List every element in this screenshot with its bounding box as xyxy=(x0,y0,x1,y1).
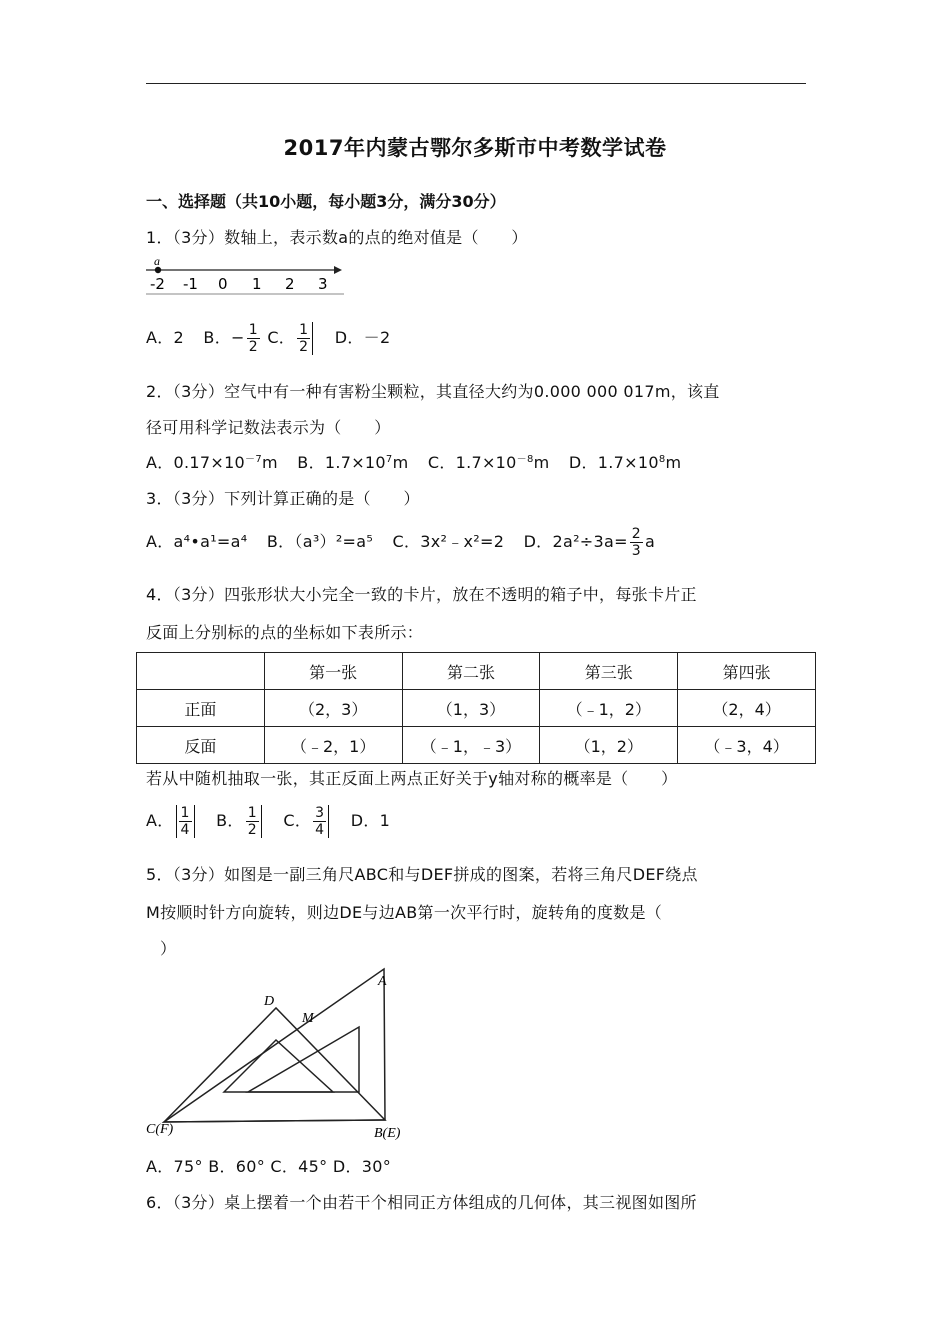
table-cell: （1，2） xyxy=(540,727,678,764)
q1-option-d[interactable]: D．－2 xyxy=(334,328,391,347)
number-line-figure xyxy=(144,256,350,298)
q3-option-b[interactable]: B．（a³）²=a⁵ xyxy=(266,532,374,551)
card-coordinates-table xyxy=(136,652,816,764)
q2-stem-line1: 2．（3分）空气中有一种有害粉尘颗粒，其直径大约为0.000 000 017m，该直 xyxy=(146,382,720,401)
q3-option-a[interactable]: A．a⁴•a¹=a⁴ xyxy=(146,532,248,551)
table-row xyxy=(137,727,816,764)
q2-option-a[interactable]: A．$0.17\times 10^{-7}m$ xyxy=(146,453,278,472)
tick-label: -1 xyxy=(183,275,198,293)
q4-option-d[interactable]: D．1 xyxy=(350,811,391,830)
table-header-cell xyxy=(137,653,265,690)
q1-option-c[interactable]: C． $\frac{1}{2}$ xyxy=(267,328,315,347)
q4-options xyxy=(146,805,390,838)
triangle-rulers-figure xyxy=(140,965,430,1145)
tick-label: 1 xyxy=(252,275,262,293)
top-rule xyxy=(146,83,806,84)
q4-stem-line1: 4．（3分）四张形状大小完全一致的卡片，放在不透明的箱子中，每张卡片正 xyxy=(146,585,697,604)
q2-option-c[interactable]: C．$1.7\times 10^{-8}m$ xyxy=(427,453,550,472)
table-header-cell: 第四张 xyxy=(678,653,816,690)
tick-label: -2 xyxy=(150,275,165,293)
q2-stem-line2: 径可用科学记数法表示为（ ） xyxy=(146,418,391,437)
table-cell: （﹣3，4） xyxy=(678,727,816,764)
table-cell: （﹣1，﹣3） xyxy=(402,727,540,764)
q1-options xyxy=(146,322,390,355)
q1-stem: 1．（3分）数轴上，表示数a的点的绝对值是（ ） xyxy=(146,228,528,247)
table-cell: 反面 xyxy=(137,727,265,764)
q4-option-a[interactable]: A． $\frac{1}{4}$ xyxy=(146,811,197,830)
label-b-e: B(E) xyxy=(374,1126,401,1141)
table-header-cell: 第一张 xyxy=(264,653,402,690)
page-title: 2017年内蒙古鄂尔多斯市中考数学试卷 xyxy=(283,136,667,160)
table-header-cell: 第三张 xyxy=(540,653,678,690)
table-cell: （﹣1，2） xyxy=(540,690,678,727)
q4-stem-line2: 反面上分别标的点的坐标如下表所示： xyxy=(146,623,424,642)
q4-option-c[interactable]: C． $\frac{3}{4}$ xyxy=(283,811,331,830)
q3-stem: 3．（3分）下列计算正确的是（ ） xyxy=(146,489,420,508)
table-cell: （1，3） xyxy=(402,690,540,727)
table-cell: （﹣2，1） xyxy=(264,727,402,764)
table-header-row xyxy=(137,653,816,690)
table-cell: 正面 xyxy=(137,690,265,727)
tick-label: 2 xyxy=(285,275,295,293)
q2-option-d[interactable]: D．$1.7\times 10^8m$ xyxy=(568,453,682,472)
q1-option-a[interactable]: A．2 xyxy=(146,328,185,347)
triangle-def xyxy=(164,1008,385,1122)
q6-stem: 6．（3分）桌上摆着一个由若干个相同正方体组成的几何体，其三视图如图所 xyxy=(146,1193,697,1212)
q3-options xyxy=(146,526,655,559)
q4-option-b[interactable]: B． $\frac{1}{2}$ xyxy=(216,811,264,830)
q3-option-d[interactable]: D．2a²÷3a= $\frac{2}{3}$ a xyxy=(523,526,656,559)
q5-options[interactable]: A．75° B．60° C．45° D．30° xyxy=(146,1157,392,1176)
q2-options xyxy=(146,450,681,473)
axis-arrow-icon xyxy=(334,266,342,274)
q3-option-c[interactable]: C．3x²﹣x²=2 xyxy=(392,532,505,551)
tick-label: 3 xyxy=(318,275,328,293)
label-a: A xyxy=(378,974,387,989)
table-cell: （2，4） xyxy=(678,690,816,727)
q4-stem-line3: 若从中随机抽取一张，其正反面上两点正好关于y轴对称的概率是（ ） xyxy=(146,769,678,788)
q1-option-b[interactable]: B．− $\frac{1}{2}$ xyxy=(203,322,258,355)
label-c-f: C(F) xyxy=(146,1122,174,1137)
table-header-cell: 第二张 xyxy=(402,653,540,690)
q2-option-b[interactable]: B．$1.7\times 10^7m$ xyxy=(297,453,409,472)
tick-label: 0 xyxy=(218,275,228,293)
section-header: 一、选择题（共10小题，每小题3分，满分30分） xyxy=(146,192,506,211)
q5-stem-line1: 5．（3分）如图是一副三角尺ABC和与DEF拼成的图案，若将三角尺DEF绕点 xyxy=(146,865,698,884)
q5-stem-line2: M按顺时针方向旋转，则边DE与边AB第一次平行时，旋转角的度数是（ xyxy=(146,903,663,922)
q5-stem-line3: ） xyxy=(160,939,177,958)
table-row xyxy=(137,690,816,727)
label-m: M xyxy=(302,1011,314,1026)
inner-triangle-def xyxy=(224,1040,333,1092)
point-a-label: a xyxy=(154,256,160,268)
triangle-abc xyxy=(164,969,385,1122)
label-d: D xyxy=(264,994,275,1009)
table-cell: （2，3） xyxy=(264,690,402,727)
